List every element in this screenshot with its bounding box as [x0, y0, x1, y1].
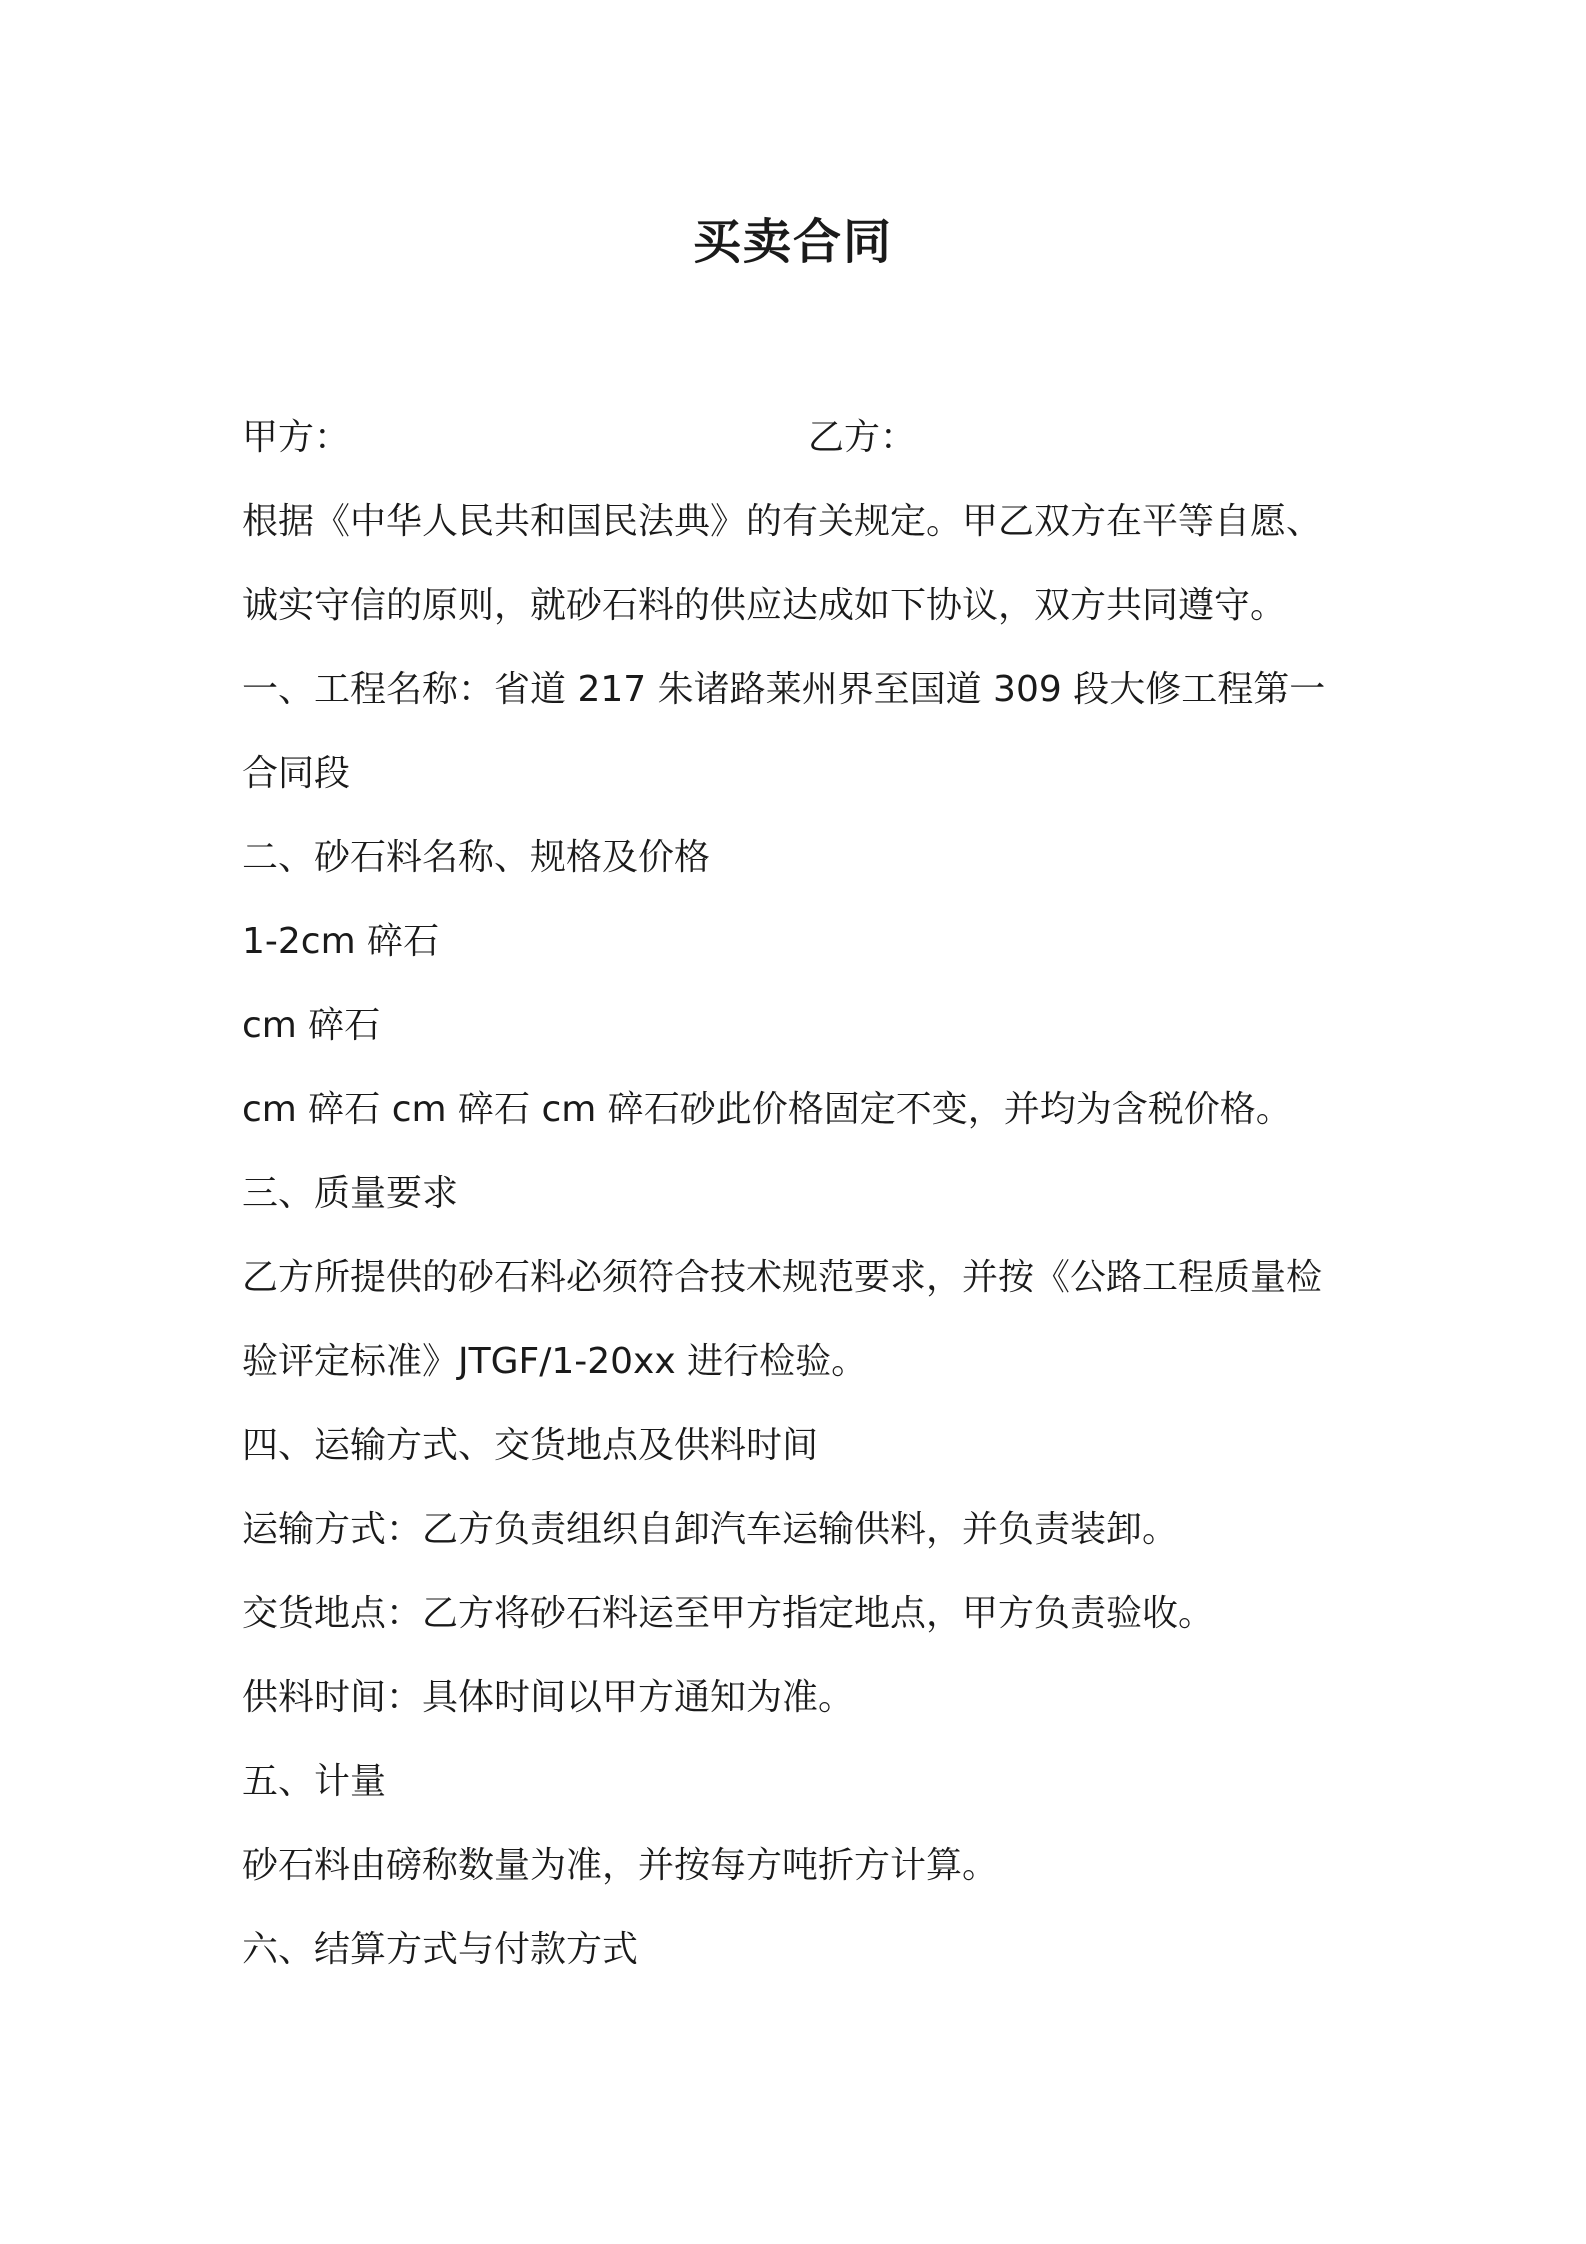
- section-2-heading: 二、砂石料名称、规格及价格: [242, 837, 711, 878]
- delivery-location: 交货地点：乙方将砂石料运至甲方指定地点，甲方负责验收。: [242, 1593, 1215, 1634]
- section-3-heading: 三、质量要求: [242, 1173, 459, 1214]
- transport-method: 运输方式：乙方负责组织自卸汽车运输供料，并负责装卸。: [242, 1509, 1179, 1550]
- quality-line-1: 乙方所提供的砂石料必须符合技术规范要求，并按《公路工程质量检: [242, 1257, 1323, 1298]
- spec-line-3: cm 碎石 cm 碎石 cm 碎石砂此价格固定不变，并均为含税价格。: [242, 1089, 1292, 1130]
- party-a-label: 甲方：: [242, 417, 351, 458]
- section-5-heading: 五、计量: [242, 1761, 387, 1802]
- party-b-label: 乙方：: [808, 417, 917, 458]
- intro-line-2: 诚实守信的原则，就砂石料的供应达成如下协议，双方共同遵守。: [242, 585, 1287, 626]
- measurement-line: 砂石料由磅称数量为准，并按每方吨折方计算。: [242, 1845, 999, 1886]
- spec-line-1: 1-2cm 碎石: [242, 921, 440, 962]
- document-title: 买卖合同: [692, 214, 893, 270]
- section-1-heading: 一、工程名称：省道 217 朱诸路莱州界至国道 309 段大修工程第一: [242, 669, 1326, 710]
- spec-line-2: cm 碎石: [242, 1005, 381, 1046]
- quality-line-2: 验评定标准》JTGF/1-20xx 进行检验。: [242, 1341, 868, 1382]
- intro-line-1: 根据《中华人民共和国民法典》的有关规定。甲乙双方在平等自愿、: [242, 501, 1323, 542]
- section-4-heading: 四、运输方式、交货地点及供料时间: [242, 1425, 819, 1466]
- section-6-heading: 六、结算方式与付款方式: [242, 1929, 639, 1970]
- section-1-continuation: 合同段: [242, 753, 351, 794]
- supply-time: 供料时间：具体时间以甲方通知为准。: [242, 1677, 855, 1718]
